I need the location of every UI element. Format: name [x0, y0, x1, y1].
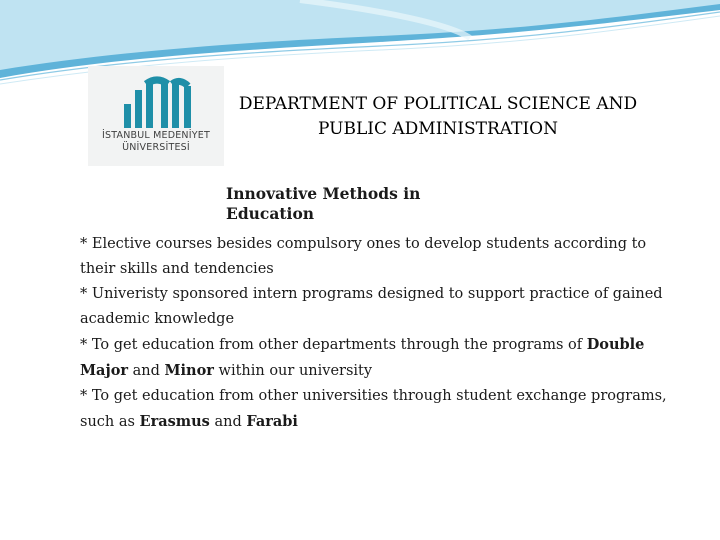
item-text: * To get education from other universities through student exchange programs, such as: [80, 388, 667, 430]
university-logo: [88, 66, 224, 166]
item-text: * Univeristy sponsored intern programs designed to support practice of gained academic knowledge: [80, 286, 663, 327]
logo-text-line1: İSTANBUL MEDENİYET: [102, 130, 210, 141]
highlight-farabi: Farabi: [246, 413, 298, 430]
department-title: [226, 92, 650, 142]
list-item: [80, 384, 676, 435]
list-item: [80, 332, 676, 384]
item-text: * Elective courses besides compulsory ones to develop students according to their skills and tendencies: [80, 236, 647, 277]
section-subtitle: Innovative Methods in Education: [226, 184, 421, 223]
highlight-double-major: Double Major: [80, 336, 645, 379]
department-title-line2: PUBLIC ADMINISTRATION: [318, 119, 558, 139]
bullet-list: [80, 232, 676, 435]
list-item: [80, 232, 676, 282]
highlight-minor: Minor: [164, 362, 214, 379]
item-text: within our university: [213, 363, 373, 379]
department-title-line1: DEPARTMENT OF POLITICAL SCIENCE AND: [238, 94, 638, 114]
logo-text-line2: ÜNİVERSİTESİ: [122, 142, 190, 153]
list-item: [80, 282, 676, 332]
item-text: and: [128, 363, 165, 379]
istanbul-medeniyet-logo-mark-icon: [122, 76, 192, 128]
item-text: and: [209, 414, 247, 430]
item-text: * To get education from other departments through the programs of: [80, 337, 587, 353]
highlight-erasmus: Erasmus: [139, 413, 210, 430]
